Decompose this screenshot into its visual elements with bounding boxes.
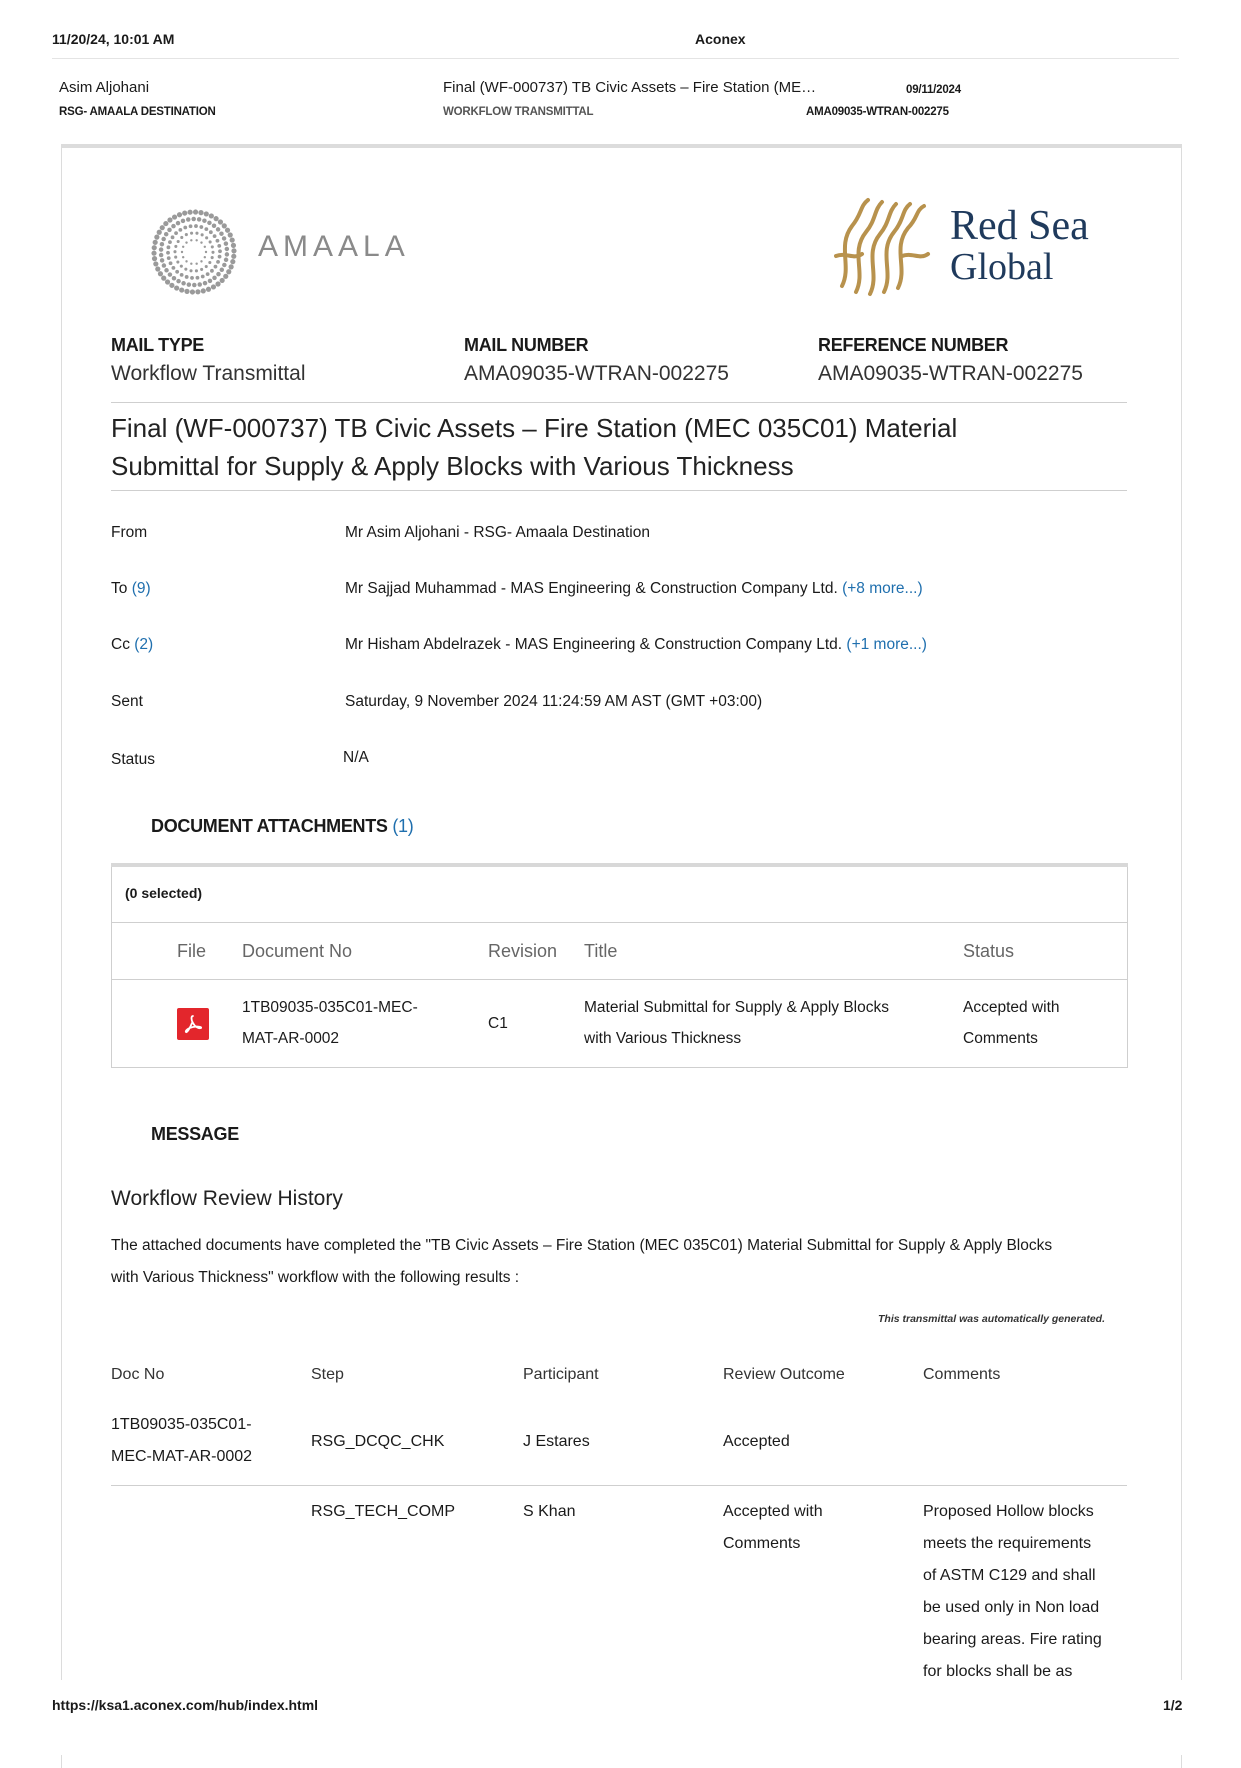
attachment-doc-no-line2[interactable]: MAT-AR-0002 <box>242 1030 340 1047</box>
print-page-number: 1/2 <box>1163 1697 1183 1713</box>
review-col-outcome: Review Outcome <box>723 1366 845 1383</box>
to-value: Mr Sajjad Muhammad - MAS Engineering & Construction Company Ltd. <box>345 580 838 597</box>
review-col-step: Step <box>311 1366 344 1383</box>
review-row-divider <box>111 1485 1127 1486</box>
red-sea-global-text-line1: Red Sea <box>950 203 1089 249</box>
workflow-history-title: Workflow Review History <box>111 1187 343 1210</box>
subject-divider <box>111 490 1127 491</box>
review-row2-outcome <box>723 1496 823 1560</box>
review-row2-comment-line: Proposed Hollow blocks <box>923 1503 1094 1520</box>
to-more-link[interactable]: (+8 more...) <box>842 580 923 597</box>
review-col-doc-no: Doc No <box>111 1366 165 1383</box>
workflow-intro <box>111 1230 1141 1294</box>
review-row2-outcome-line1: Accepted with <box>723 1503 823 1520</box>
from-label: From <box>111 524 148 541</box>
status-label: Status <box>111 751 155 768</box>
review-row2-comment-line: bearing areas. Fire rating <box>923 1631 1102 1648</box>
attachments-heading: DOCUMENT ATTACHMENTS <box>151 816 388 836</box>
col-revision[interactable]: Revision <box>488 941 558 961</box>
attachment-title-line2: with Various Thickness <box>584 1030 742 1047</box>
review-row2-comment-line: be used only in Non load <box>923 1599 1100 1616</box>
summary-divider <box>111 402 1127 403</box>
mail-number-value: AMA09035-WTRAN-002275 <box>464 362 729 385</box>
attachments-toolbar-divider <box>111 922 1127 923</box>
sent-value: Saturday, 9 November 2024 11:24:59 AM AST (GMT +03:00) <box>345 693 763 710</box>
attachment-title-line1: Material Submittal for Supply & Apply Blocks <box>584 999 889 1016</box>
workflow-intro-line2: with Various Thickness" workflow with the following results : <box>111 1269 520 1286</box>
review-row2-comment-line: of ASTM C129 and shall <box>923 1567 1096 1584</box>
from-value: Mr Asim Aljohani - RSG- Amaala Destination <box>345 524 650 541</box>
amaala-logo-mark <box>150 208 238 296</box>
print-datetime: 11/20/24, 10:01 AM <box>52 31 175 47</box>
attachment-revision: C1 <box>488 1015 508 1032</box>
mail-ref: AMA09035-WTRAN-002275 <box>806 106 949 118</box>
to-label-row <box>111 580 151 598</box>
col-document-no[interactable]: Document No <box>242 941 353 961</box>
cc-more-link[interactable]: (+1 more...) <box>846 636 927 653</box>
message-heading: MESSAGE <box>151 1124 239 1144</box>
col-status[interactable]: Status <box>963 941 1015 961</box>
sent-label: Sent <box>111 693 143 710</box>
review-row2-comment-line: meets the requirements <box>923 1535 1092 1552</box>
reference-number-value: AMA09035-WTRAN-002275 <box>818 362 1083 385</box>
review-row2-step: RSG_TECH_COMP <box>311 1503 456 1520</box>
pdf-icon[interactable] <box>177 1008 209 1040</box>
review-row2-outcome-line2: Comments <box>723 1535 801 1552</box>
col-title[interactable]: Title <box>584 941 618 961</box>
review-row1-outcome: Accepted <box>723 1433 790 1450</box>
cc-value-row <box>345 636 927 654</box>
selected-count: (0 selected) <box>125 885 203 901</box>
attachment-status-line1: Accepted with <box>963 999 1060 1016</box>
col-file[interactable]: File <box>177 941 207 961</box>
review-row2-participant: S Khan <box>523 1503 576 1520</box>
attachments-header-divider <box>111 979 1127 980</box>
mail-number-label: MAIL NUMBER <box>464 335 589 355</box>
review-col-participant: Participant <box>523 1366 599 1383</box>
print-site-title: Aconex <box>695 31 746 47</box>
mail-subject <box>111 409 1131 485</box>
to-count-link[interactable]: (9) <box>131 580 151 597</box>
amaala-logo-text: AMAALA <box>258 230 410 263</box>
attachment-doc-no-line1[interactable]: 1TB09035-035C01-MEC- <box>242 999 418 1016</box>
to-value-row <box>345 580 923 598</box>
mail-subject-line2: Submittal for Supply & Apply Blocks with Various Thickness <box>111 451 794 481</box>
status-value: N/A <box>343 749 369 766</box>
workflow-intro-line1: The attached documents have completed the "TB Civic Assets – Fire Station (MEC 035C01) Material Submittal for Supply & Apply Blocks <box>111 1237 1053 1254</box>
mail-date: 09/11/2024 <box>906 84 961 96</box>
review-row1-participant: J Estares <box>523 1433 590 1450</box>
print-url: https://ksa1.aconex.com/hub/index.html <box>52 1697 319 1713</box>
footer-area <box>0 1680 1241 1755</box>
review-row1-step: RSG_DCQC_CHK <box>311 1433 445 1450</box>
auto-generated-note: This transmittal was automatically generated. <box>878 1313 1105 1325</box>
mail-subject-short: Final (WF-000737) TB Civic Assets – Fire Station (ME… <box>443 79 817 96</box>
review-row1-doc-no-line2: MEC-MAT-AR-0002 <box>111 1448 253 1465</box>
cc-value: Mr Hisham Abdelrazek - MAS Engineering & Construction Company Ltd. <box>345 636 843 653</box>
attachments-count[interactable]: (1) <box>392 816 414 836</box>
review-row2-comments <box>923 1496 1102 1688</box>
mail-type-label: MAIL TYPE <box>111 335 204 355</box>
attachment-title <box>584 992 889 1054</box>
review-row2-comment-line: for blocks shall be as <box>923 1663 1073 1680</box>
attachments-heading-row <box>151 816 413 837</box>
attachments-table-topbar <box>111 863 1128 867</box>
header-divider <box>52 58 1179 59</box>
red-sea-global-text-line2: Global <box>950 246 1054 288</box>
attachment-status <box>963 992 1060 1054</box>
cc-label-row <box>111 636 153 654</box>
review-row1-doc-no <box>111 1409 252 1473</box>
review-row1-doc-no-line1: 1TB09035-035C01- <box>111 1416 252 1433</box>
mail-subject-line1: Final (WF-000737) TB Civic Assets – Fire Station (MEC 035C01) Material <box>111 413 958 443</box>
attachment-doc-no[interactable] <box>242 992 418 1054</box>
red-sea-global-logo-mark <box>832 196 932 298</box>
sender-org: RSG- AMAALA DESTINATION <box>59 106 216 118</box>
cc-count-link[interactable]: (2) <box>134 636 154 653</box>
review-col-comments: Comments <box>923 1366 1001 1383</box>
reference-number-label: REFERENCE NUMBER <box>818 335 1009 355</box>
mail-type-short: WORKFLOW TRANSMITTAL <box>443 106 594 118</box>
sender-name: Asim Aljohani <box>59 79 150 96</box>
cc-label: Cc <box>111 636 130 653</box>
attachment-status-line2: Comments <box>963 1030 1038 1047</box>
to-label: To <box>111 580 128 597</box>
mail-type-value: Workflow Transmittal <box>111 362 306 385</box>
